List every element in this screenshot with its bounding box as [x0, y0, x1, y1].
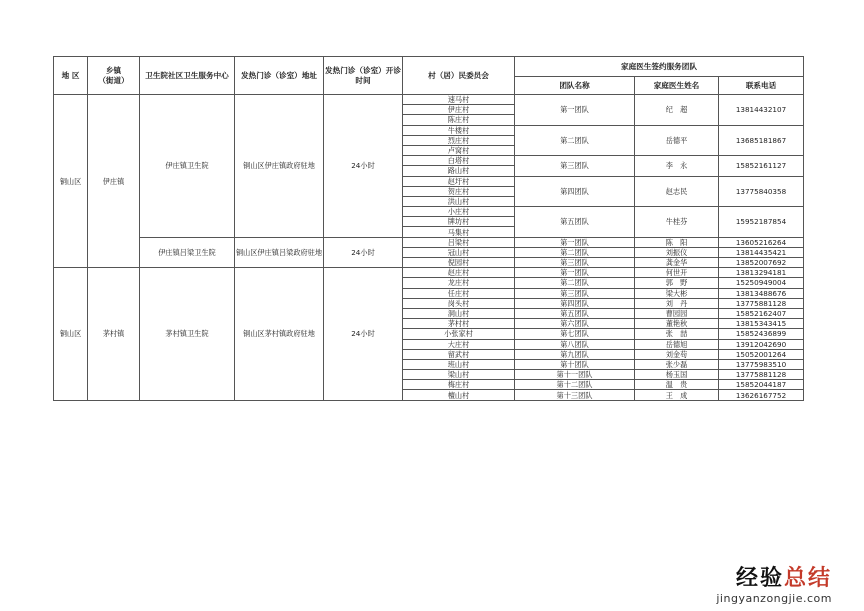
- village-cell: 赵圩村: [403, 176, 515, 186]
- team-name-cell: 第十一团队: [515, 370, 635, 380]
- clinic-address-cell: 铜山区伊庄镇吕梁政府驻地: [235, 237, 324, 268]
- region-cell: 铜山区: [54, 268, 88, 400]
- village-cell: 留武村: [403, 349, 515, 359]
- village-cell: 路山村: [403, 166, 515, 176]
- phone-cell: 13912042690: [719, 339, 804, 349]
- header-clinic-address: 发热门诊（诊室）地址: [235, 57, 324, 95]
- town-cell: 茅村镇: [88, 268, 140, 400]
- team-name-cell: 第十二团队: [515, 380, 635, 390]
- phone-cell: 15852161127: [719, 156, 804, 176]
- team-name-cell: 第四团队: [515, 298, 635, 308]
- watermark-url: jingyanzongjie.com: [716, 592, 832, 605]
- team-name-cell: 第二团队: [515, 278, 635, 288]
- village-cell: 白塔村: [403, 156, 515, 166]
- header-team-name: 团队名称: [515, 77, 635, 95]
- doctor-name-cell: 陈 阳: [635, 237, 719, 247]
- team-name-cell: 第十团队: [515, 359, 635, 369]
- village-cell: 赵庄村: [403, 268, 515, 278]
- village-cell: 大庄村: [403, 339, 515, 349]
- team-name-cell: 第五团队: [515, 308, 635, 318]
- village-cell: 岗头村: [403, 298, 515, 308]
- village-cell: 贺庄村: [403, 186, 515, 196]
- phone-cell: 13815343415: [719, 319, 804, 329]
- village-cell: 吕梁村: [403, 237, 515, 247]
- phone-cell: 13852007692: [719, 258, 804, 268]
- village-cell: 马集村: [403, 227, 515, 237]
- table-row: [54, 237, 804, 247]
- team-name-cell: 第六团队: [515, 319, 635, 329]
- phone-cell: 13775983510: [719, 359, 804, 369]
- health-center-cell: 茅村镇卫生院: [140, 268, 235, 400]
- header-health-center: 卫生院社区卫生服务中心: [140, 57, 235, 95]
- phone-cell: 15952187854: [719, 207, 804, 238]
- doctor-name-cell: 郭 野: [635, 278, 719, 288]
- phone-cell: 13814432107: [719, 95, 804, 126]
- team-name-cell: 第九团队: [515, 349, 635, 359]
- village-cell: 洪山村: [403, 196, 515, 206]
- team-name-cell: 第一团队: [515, 237, 635, 247]
- header-village: 村（居）民委员会: [403, 57, 515, 95]
- phone-cell: 13813294181: [719, 268, 804, 278]
- doctor-name-cell: 张 喆: [635, 329, 719, 339]
- team-name-cell: 第三团队: [515, 156, 635, 176]
- phone-cell: 15052001264: [719, 349, 804, 359]
- header-phone: 联系电话: [719, 77, 804, 95]
- phone-cell: 13813488676: [719, 288, 804, 298]
- doctor-name-cell: 刘振仪: [635, 247, 719, 257]
- village-cell: 烈庄村: [403, 135, 515, 145]
- team-name-cell: 第一团队: [515, 95, 635, 126]
- phone-cell: 13605216264: [719, 237, 804, 247]
- phone-cell: 13814435421: [719, 247, 804, 257]
- clinic-address-cell: 铜山区茅村镇政府驻地: [235, 268, 324, 400]
- region-cell: 铜山区: [54, 95, 88, 268]
- doctor-name-cell: 纪 超: [635, 95, 719, 126]
- header-region: 地 区: [54, 57, 88, 95]
- village-cell: 梁山村: [403, 370, 515, 380]
- watermark-text-1: 经验: [735, 566, 784, 591]
- village-cell: 速马村: [403, 95, 515, 105]
- table-body: [54, 95, 804, 401]
- phone-cell: 13775840358: [719, 176, 804, 207]
- team-name-cell: 第七团队: [515, 329, 635, 339]
- team-name-cell: 第二团队: [515, 125, 635, 156]
- phone-cell: 15852436899: [719, 329, 804, 339]
- team-name-cell: 第四团队: [515, 176, 635, 207]
- table-row: [54, 95, 804, 105]
- header-town: 乡镇 （街道）: [88, 57, 140, 95]
- team-name-cell: 第二团队: [515, 247, 635, 257]
- doctor-name-cell: 王 成: [635, 390, 719, 400]
- phone-cell: 15852162407: [719, 308, 804, 318]
- village-cell: 小张家村: [403, 329, 515, 339]
- village-cell: 冠山村: [403, 247, 515, 257]
- phone-cell: 13775881128: [719, 298, 804, 308]
- doctor-name-cell: 梁大彬: [635, 288, 719, 298]
- watermark-text-2: 总结: [783, 566, 832, 591]
- health-center-cell: 伊庄镇吕梁卫生院: [140, 237, 235, 268]
- village-cell: 陈庄村: [403, 115, 515, 125]
- doctor-name-cell: 岳德平: [635, 125, 719, 156]
- village-cell: 卢窝村: [403, 145, 515, 155]
- doctor-name-cell: 董艳秋: [635, 319, 719, 329]
- doctor-name-cell: 刘 丹: [635, 298, 719, 308]
- table-row: [54, 268, 804, 278]
- village-cell: 小庄村: [403, 207, 515, 217]
- village-cell: 梅庄村: [403, 380, 515, 390]
- doctor-name-cell: 温 贵: [635, 380, 719, 390]
- phone-cell: 15852044187: [719, 380, 804, 390]
- header-team-group: 家庭医生签约服务团队: [515, 57, 804, 77]
- doctor-name-cell: 岳德旭: [635, 339, 719, 349]
- village-cell: 龙庄村: [403, 278, 515, 288]
- team-name-cell: 第三团队: [515, 288, 635, 298]
- village-cell: 伊庄村: [403, 105, 515, 115]
- doctor-name-cell: 赵志民: [635, 176, 719, 207]
- village-cell: 任庄村: [403, 288, 515, 298]
- phone-cell: 13626167752: [719, 390, 804, 400]
- header-clinic-hours: 发热门诊（诊室）开诊时间: [324, 57, 403, 95]
- clinic-address-cell: 铜山区伊庄镇政府驻地: [235, 95, 324, 238]
- health-center-cell: 伊庄镇卫生院: [140, 95, 235, 238]
- team-name-cell: 第一团队: [515, 268, 635, 278]
- village-cell: 牌坊村: [403, 217, 515, 227]
- team-name-cell: 第十三团队: [515, 390, 635, 400]
- doctor-name-cell: 何世开: [635, 268, 719, 278]
- phone-cell: 13685181867: [719, 125, 804, 156]
- village-cell: 班山村: [403, 359, 515, 369]
- phone-cell: 13775881128: [719, 370, 804, 380]
- doctor-name-cell: 曹园园: [635, 308, 719, 318]
- village-cell: 檀山村: [403, 390, 515, 400]
- village-cell: 牛楼村: [403, 125, 515, 135]
- phone-cell: 15250949004: [719, 278, 804, 288]
- table-header: [54, 57, 804, 95]
- header-doctor-name: 家庭医生姓名: [635, 77, 719, 95]
- village-cell: 倪园村: [403, 258, 515, 268]
- doctor-name-cell: 杨玉国: [635, 370, 719, 380]
- team-name-cell: 第八团队: [515, 339, 635, 349]
- doctor-name-cell: 李 永: [635, 156, 719, 176]
- team-name-cell: 第五团队: [515, 207, 635, 238]
- town-cell: 伊庄镇: [88, 95, 140, 268]
- village-cell: 茅村村: [403, 319, 515, 329]
- village-cell: 洞山村: [403, 308, 515, 318]
- team-name-cell: 第三团队: [515, 258, 635, 268]
- doctor-name-cell: 张少磊: [635, 359, 719, 369]
- clinic-hours-cell: 24小时: [324, 237, 403, 268]
- clinic-hours-cell: 24小时: [324, 268, 403, 400]
- doctor-name-cell: 龚金华: [635, 258, 719, 268]
- service-team-table: [53, 56, 804, 401]
- doctor-name-cell: 刘金苟: [635, 349, 719, 359]
- clinic-hours-cell: 24小时: [324, 95, 403, 238]
- watermark-logo: [716, 561, 832, 605]
- doctor-name-cell: 牛桂芬: [635, 207, 719, 238]
